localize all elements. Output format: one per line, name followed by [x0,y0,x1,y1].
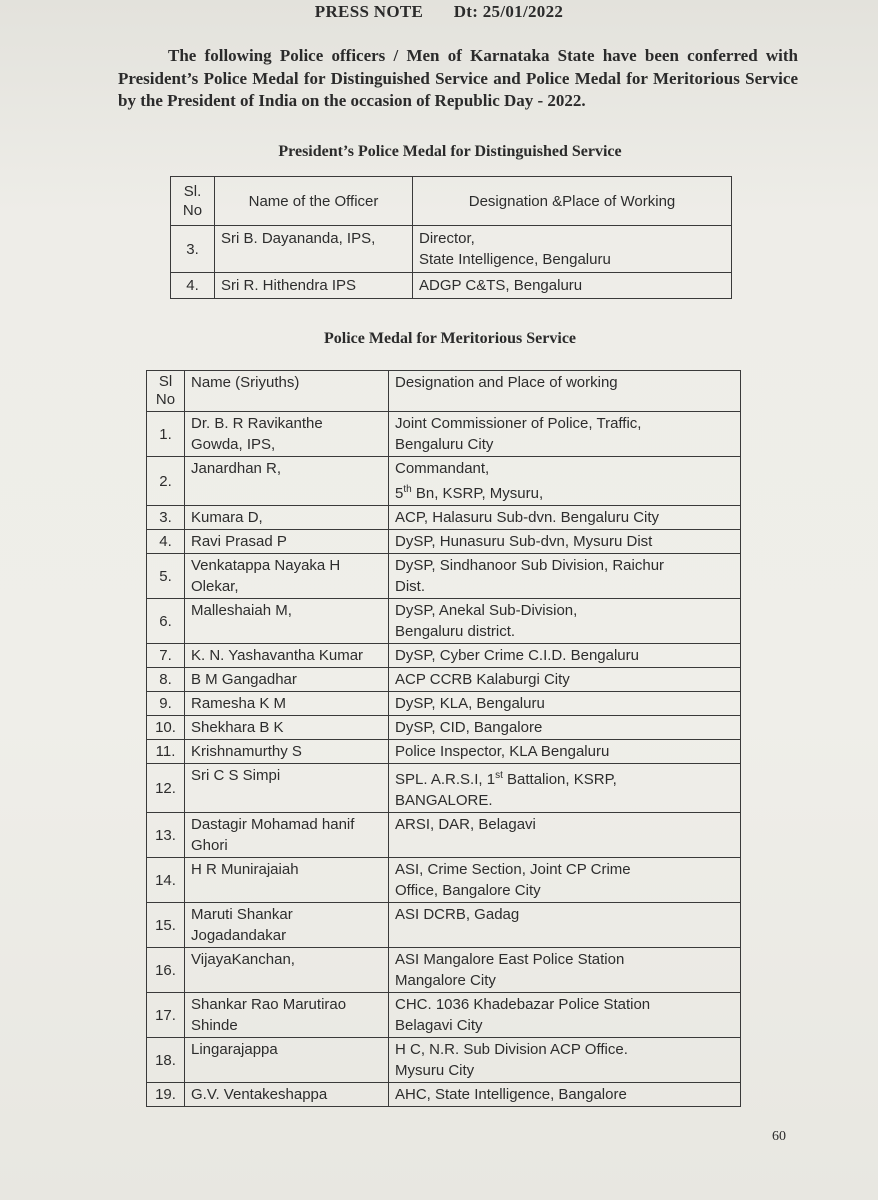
officer-name-cell: Malleshaiah M, [185,599,389,644]
officer-name-cell: B M Gangadhar [185,668,389,692]
table-row [147,530,741,554]
press-note-title: PRESS NOTE [314,2,424,21]
officer-name-cell: Dr. B. R Ravikanthe Gowda, IPS, [185,412,389,457]
serial-number-cell: 3. [171,226,215,273]
serial-number-cell: 1. [147,412,185,457]
designation-cell: ASI, Crime Section, Joint CP Crime Office, Bangalore City [389,858,741,903]
officer-name-cell: Ravi Prasad P [185,530,389,554]
designation-cell: ASI Mangalore East Police Station Mangalore City [389,948,741,993]
intro-paragraph: The following Police officers / Men of Karnataka State have been conferred with President’s Police Medal for Distinguished Service and Police Medal for Meritorious Service by the President of India on the occasion of Republic Day - 2022. [118,46,798,110]
table-row [147,644,741,668]
table-row [147,716,741,740]
serial-number-cell: 14. [147,858,185,903]
serial-number-cell: 9. [147,692,185,716]
officer-name-cell: Janardhan R, [185,457,389,506]
officer-name-cell: Shankar Rao Marutirao Shinde [185,993,389,1038]
designation-cell: ACP, Halasuru Sub-dvn. Bengaluru City [389,506,741,530]
table-row [147,506,741,530]
designation-cell: AHC, State Intelligence, Bangalore [389,1083,741,1107]
table-row [147,740,741,764]
officer-name-cell: Lingarajappa [185,1038,389,1083]
table-row [147,993,741,1038]
serial-number-cell: 4. [171,273,215,299]
officer-name-cell: Kumara D, [185,506,389,530]
serial-number-cell: 16. [147,948,185,993]
table-row [147,1083,741,1107]
officer-name-cell: VijayaKanchan, [185,948,389,993]
designation-cell: ADGP C&TS, Bengaluru [413,273,732,299]
designation-cell: H C, N.R. Sub Division ACP Office. Mysuru City [389,1038,741,1083]
column-header-sl-no: Sl No [147,371,185,412]
officer-name-cell: Sri B. Dayananda, IPS, [215,226,413,273]
serial-number-cell: 15. [147,903,185,948]
column-header-sl-no: Sl. No [171,177,215,226]
column-header-designation: Designation &Place of Working [413,177,732,226]
table-row [147,948,741,993]
distinguished-medal-table [170,176,732,299]
serial-number-cell: 10. [147,716,185,740]
table-row [147,692,741,716]
officer-name-cell: Ramesha K M [185,692,389,716]
table-header-row [171,177,732,226]
table-row [147,457,741,506]
serial-number-cell: 17. [147,993,185,1038]
officer-name-cell: Dastagir Mohamad hanif Ghori [185,813,389,858]
column-header-designation: Designation and Place of working [389,371,741,412]
designation-cell: Commandant, 5th Bn, KSRP, Mysuru, [389,457,741,506]
serial-number-cell: 3. [147,506,185,530]
serial-number-cell: 8. [147,668,185,692]
officer-name-cell: Maruti Shankar Jogadandakar [185,903,389,948]
designation-cell: SPL. A.R.S.I, 1st Battalion, KSRP, BANGALORE. [389,764,741,813]
table-row [147,813,741,858]
serial-number-cell: 13. [147,813,185,858]
designation-cell: DySP, KLA, Bengaluru [389,692,741,716]
table-row [147,412,741,457]
press-note-date: Dt: 25/01/2022 [453,2,564,21]
designation-cell: DySP, Anekal Sub-Division, Bengaluru district. [389,599,741,644]
meritorious-table-body [147,412,741,1107]
officer-name-cell: G.V. Ventakeshappa [185,1083,389,1107]
officer-name-cell: H R Munirajaiah [185,858,389,903]
serial-number-cell: 18. [147,1038,185,1083]
officer-name-cell: K. N. Yashavantha Kumar [185,644,389,668]
officer-name-cell: Krishnamurthy S [185,740,389,764]
designation-cell: ASI DCRB, Gadag [389,903,741,948]
serial-number-cell: 4. [147,530,185,554]
serial-number-cell: 19. [147,1083,185,1107]
table-row [147,858,741,903]
designation-cell: Joint Commissioner of Police, Traffic, Bengaluru City [389,412,741,457]
designation-cell: ARSI, DAR, Belagavi [389,813,741,858]
column-header-name: Name (Sriyuths) [185,371,389,412]
meritorious-section-title: Police Medal for Meritorious Service [323,330,577,347]
table-row [147,1038,741,1083]
designation-cell: CHC. 1036 Khadebazar Police Station Belagavi City [389,993,741,1038]
serial-number-cell: 6. [147,599,185,644]
serial-number-cell: 2. [147,457,185,506]
meritorious-medal-table [146,370,741,1107]
designation-cell: DySP, Hunasuru Sub-dvn, Mysuru Dist [389,530,741,554]
officer-name-cell: Venkatappa Nayaka H Olekar, [185,554,389,599]
serial-number-cell: 5. [147,554,185,599]
table-row [147,764,741,813]
officer-name-cell: Sri R. Hithendra IPS [215,273,413,299]
designation-cell: Police Inspector, KLA Bengaluru [389,740,741,764]
designation-cell: ACP CCRB Kalaburgi City [389,668,741,692]
designation-cell: DySP, Cyber Crime C.I.D. Bengaluru [389,644,741,668]
serial-number-cell: 12. [147,764,185,813]
table-row [147,554,741,599]
table-row [147,903,741,948]
table-row [147,668,741,692]
distinguished-section-title: President’s Police Medal for Distinguished Service [278,143,622,160]
designation-cell: DySP, Sindhanoor Sub Division, Raichur Dist. [389,554,741,599]
designation-cell: DySP, CID, Bangalore [389,716,741,740]
serial-number-cell: 7. [147,644,185,668]
table-row [171,226,732,273]
table-header-row [147,371,741,412]
page-number: 60 [772,1129,786,1144]
serial-number-cell: 11. [147,740,185,764]
press-note-heading [0,2,878,22]
officer-name-cell: Shekhara B K [185,716,389,740]
table-row [171,273,732,299]
designation-cell: Director, State Intelligence, Bengaluru [413,226,732,273]
distinguished-table-body [171,226,732,299]
officer-name-cell: Sri C S Simpi [185,764,389,813]
column-header-name: Name of the Officer [215,177,413,226]
table-row [147,599,741,644]
